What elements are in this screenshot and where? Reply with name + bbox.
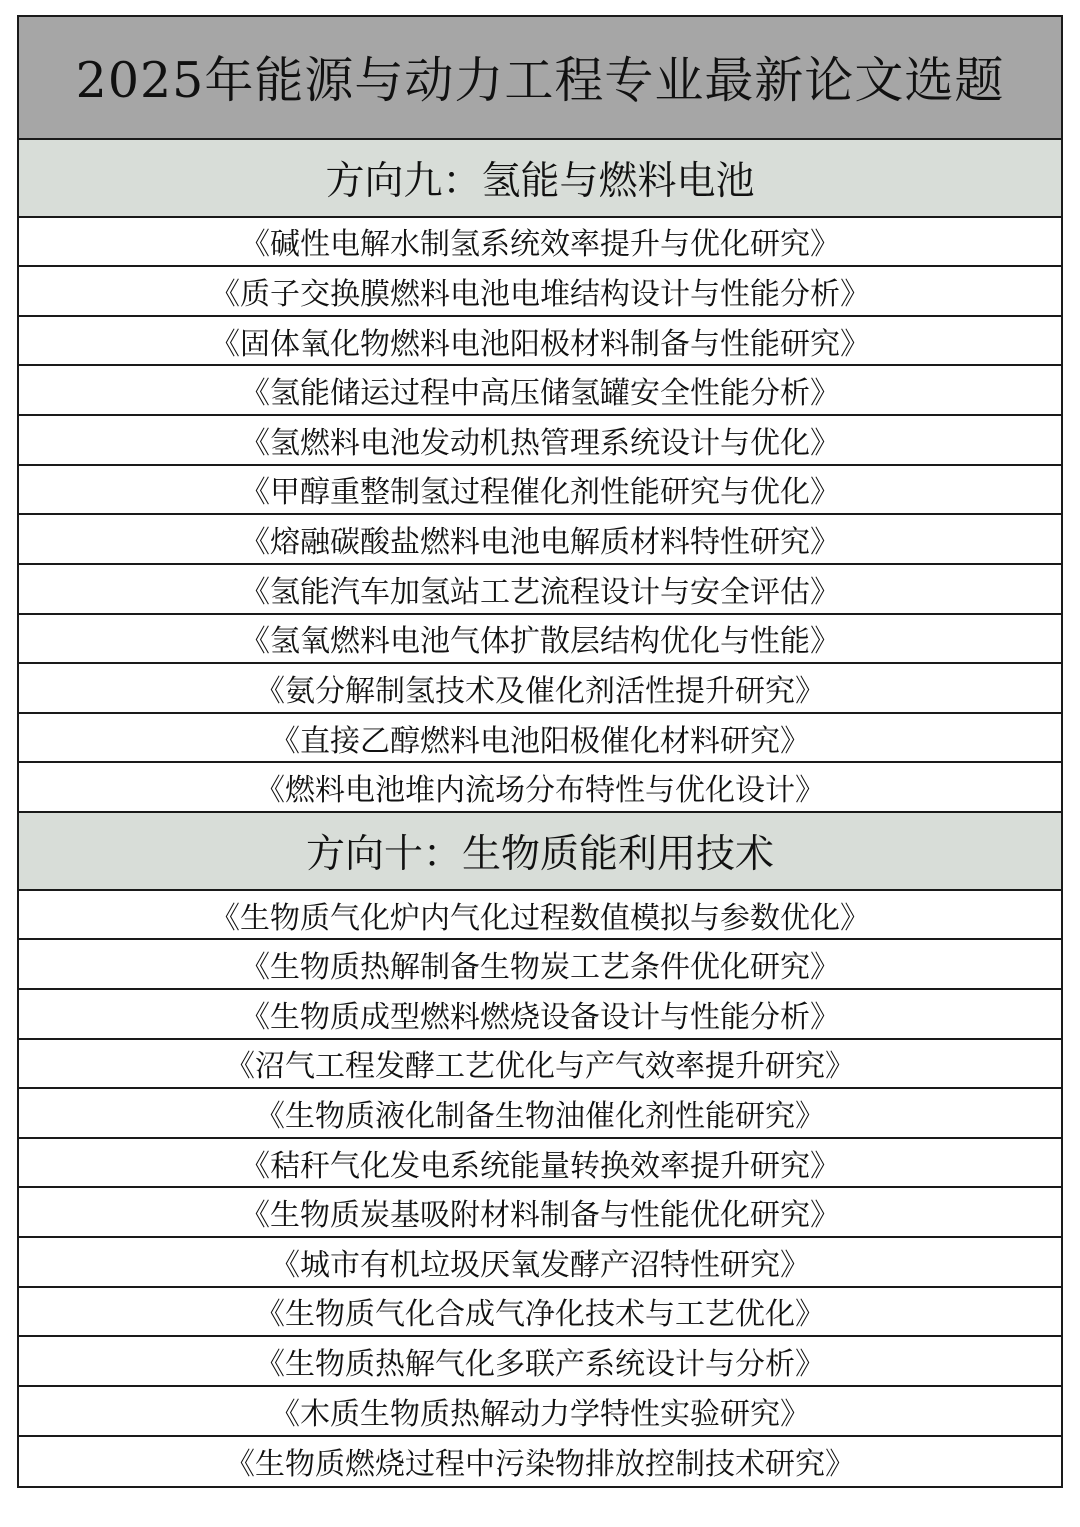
table-row	[19, 1089, 1061, 1139]
topic-title: 《生物质热解制备生物炭工艺条件优化研究》	[240, 950, 840, 986]
table-row	[19, 366, 1061, 416]
section-heading-row	[19, 813, 1061, 891]
topic-title: 《秸秆气化发电系统能量转换效率提升研究》	[240, 1148, 840, 1184]
topic-table	[17, 15, 1063, 1488]
topic-title: 《生物质液化制备生物油催化剂性能研究》	[255, 1099, 825, 1135]
table-row	[19, 1040, 1061, 1090]
table-row	[19, 1238, 1061, 1288]
table-row	[19, 1437, 1061, 1487]
topic-title: 《生物质炭基吸附材料制备与性能优化研究》	[240, 1198, 840, 1234]
topic-title: 《沼气工程发酵工艺优化与产气效率提升研究》	[225, 1049, 855, 1085]
topic-title: 《固体氧化物燃料电池阳极材料制备与性能研究》	[210, 326, 870, 362]
topic-title: 《氢氧燃料电池气体扩散层结构优化与性能》	[240, 624, 840, 660]
table-row	[19, 218, 1061, 268]
topic-title: 《城市有机垃圾厌氧发酵产沼特性研究》	[270, 1247, 810, 1283]
topic-title: 《木质生物质热解动力学特性实验研究》	[270, 1396, 810, 1432]
table-row	[19, 1288, 1061, 1338]
topic-title: 《熔融碳酸盐燃料电池电解质材料特性研究》	[240, 525, 840, 561]
table-row	[19, 565, 1061, 615]
topic-title: 《生物质气化合成气净化技术与工艺优化》	[255, 1297, 825, 1333]
table-row	[19, 1337, 1061, 1387]
table-row	[19, 1139, 1061, 1189]
table-title-row	[19, 17, 1061, 140]
table-row	[19, 515, 1061, 565]
section-heading-row	[19, 140, 1061, 218]
table-row	[19, 763, 1061, 813]
table-row	[19, 416, 1061, 466]
topic-title: 《氢能储运过程中高压储氢罐安全性能分析》	[240, 376, 840, 412]
table-row	[19, 714, 1061, 764]
table-row	[19, 990, 1061, 1040]
topic-title: 《氢燃料电池发动机热管理系统设计与优化》	[240, 425, 840, 461]
topic-title: 《直接乙醇燃料电池阳极催化材料研究》	[270, 723, 810, 759]
table-row	[19, 466, 1061, 516]
table-row	[19, 267, 1061, 317]
table-row	[19, 940, 1061, 990]
topic-title: 《甲醇重整制氢过程催化剂性能研究与优化》	[240, 475, 840, 511]
table-row	[19, 317, 1061, 367]
topic-title: 《氨分解制氢技术及催化剂活性提升研究》	[255, 673, 825, 709]
topic-title: 《生物质热解气化多联产系统设计与分析》	[255, 1347, 825, 1383]
table-row	[19, 615, 1061, 665]
topic-title: 《生物质燃烧过程中污染物排放控制技术研究》	[225, 1447, 855, 1483]
section-heading: 方向十：生物质能利用技术	[305, 831, 774, 877]
section-heading: 方向九：氢能与燃料电池	[325, 158, 755, 204]
topic-title: 《燃料电池堆内流场分布特性与优化设计》	[255, 773, 825, 809]
table-row	[19, 891, 1061, 941]
topic-title: 《质子交换膜燃料电池电堆结构设计与性能分析》	[210, 277, 870, 313]
topic-title: 《氢能汽车加氢站工艺流程设计与安全评估》	[240, 574, 840, 610]
topic-title: 《碱性电解水制氢系统效率提升与优化研究》	[240, 227, 840, 263]
topic-title: 《生物质气化炉内气化过程数值模拟与参数优化》	[210, 900, 870, 936]
table-row	[19, 1387, 1061, 1437]
table-row	[19, 1188, 1061, 1238]
table-title: 2025年能源与动力工程专业最新论文选题	[75, 52, 1005, 110]
topic-title: 《生物质成型燃料燃烧设备设计与性能分析》	[240, 999, 840, 1035]
table-row	[19, 664, 1061, 714]
